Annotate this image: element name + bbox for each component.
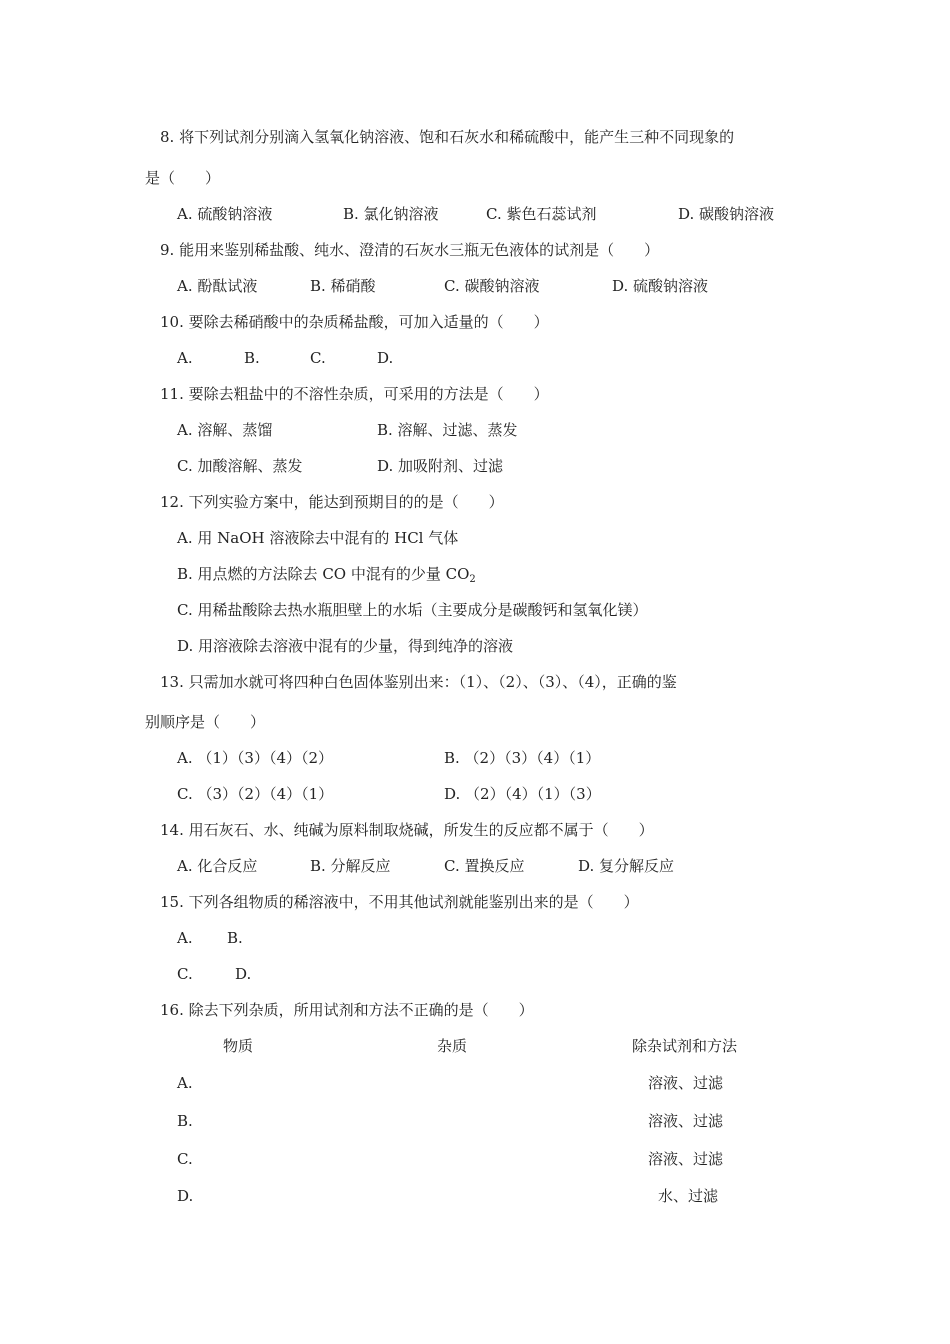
q16-row-d-method: 水、过滤 — [658, 1187, 719, 1205]
q15-option-a: A. — [177, 929, 193, 947]
q16-row-c-label: C. — [177, 1150, 193, 1168]
q16-row-a-method: 溶液、过滤 — [648, 1074, 724, 1092]
q16-header-substance: 物质 — [223, 1037, 254, 1055]
q13-option-c: C. （3）（2）（4）（1） — [177, 785, 334, 803]
q10-option-d: D. — [377, 349, 394, 367]
q13-option-a: A. （1）（3）（4）（2） — [177, 749, 334, 767]
q16-row-c-method: 溶液、过滤 — [648, 1150, 724, 1168]
q16-header-method: 除杂试剂和方法 — [632, 1037, 738, 1055]
q12-option-b-text: B. 用点燃的方法除去 CO 中混有的少量 CO — [177, 565, 470, 583]
q9-option-d: D. 硫酸钠溶液 — [612, 277, 709, 295]
q12-option-d: D. 用溶液除去溶液中混有的少量，得到纯净的溶液 — [177, 637, 514, 655]
q11-option-c: C. 加酸溶解、蒸发 — [177, 457, 303, 475]
q15-option-d: D. — [235, 965, 252, 983]
q8-option-b: B. 氯化钠溶液 — [343, 205, 439, 223]
q15-stem: 15. 下列各组物质的稀溶液中，不用其他试剂就能鉴别出来的是（ ） — [160, 893, 639, 911]
q14-option-d: D. 复分解反应 — [578, 857, 675, 875]
q10-option-b: B. — [244, 349, 260, 367]
q14-option-b: B. 分解反应 — [310, 857, 391, 875]
q11-option-d: D. 加吸附剂、过滤 — [377, 457, 504, 475]
q12-option-a: A. 用 NaOH 溶液除去中混有的 HCl 气体 — [177, 529, 459, 547]
q15-option-b: B. — [227, 929, 243, 947]
q8-stem-line1: 8. 将下列试剂分别滴入氢氧化钠溶液、饱和石灰水和稀硫酸中，能产生三种不同现象的 — [160, 128, 735, 146]
q9-stem: 9. 能用来鉴别稀盐酸、纯水、澄清的石灰水三瓶无色液体的试剂是（ ） — [160, 241, 660, 259]
q8-option-c: C. 紫色石蕊试剂 — [486, 205, 597, 223]
q16-header-impurity: 杂质 — [437, 1037, 468, 1055]
q14-option-a: A. 化合反应 — [177, 857, 258, 875]
q12-stem: 12. 下列实验方案中，能达到预期目的的是（ ） — [160, 493, 504, 511]
q11-stem: 11. 要除去粗盐中的不溶性杂质，可采用的方法是（ ） — [160, 385, 549, 403]
q12-option-c: C. 用稀盐酸除去热水瓶胆壁上的水垢（主要成分是碳酸钙和氢氧化镁） — [177, 601, 648, 619]
q16-row-d-label: D. — [177, 1187, 194, 1205]
q13-stem-line1: 13. 只需加水就可将四种白色固体鉴别出来：（1）、（2）、（3）、（4），正确的鉴 — [160, 673, 677, 691]
q10-stem: 10. 要除去稀硝酸中的杂质稀盐酸，可加入适量的（ ） — [160, 313, 549, 331]
q16-row-b-label: B. — [177, 1112, 193, 1130]
q15-option-c: C. — [177, 965, 193, 983]
q13-stem-line2: 别顺序是（ ） — [145, 713, 266, 731]
q16-row-a-label: A. — [177, 1074, 193, 1092]
q12-option-b — [177, 564, 476, 584]
q14-option-c: C. 置换反应 — [444, 857, 525, 875]
q11-option-a: A. 溶解、蒸馏 — [177, 421, 273, 439]
q8-option-a: A. 硫酸钠溶液 — [177, 205, 273, 223]
q14-stem: 14. 用石灰石、水、纯碱为原料制取烧碱，所发生的反应都不属于（ ） — [160, 821, 654, 839]
q9-option-a: A. 酚酞试液 — [177, 277, 258, 295]
q16-row-b-method: 溶液、过滤 — [648, 1112, 724, 1130]
q12-option-b-subscript: 2 — [469, 574, 476, 585]
q13-option-d: D. （2）（4）（1）（3） — [444, 785, 601, 803]
q9-option-c: C. 碳酸钠溶液 — [444, 277, 540, 295]
q10-option-a: A. — [177, 349, 193, 367]
q8-stem-line2: 是（ ） — [145, 169, 221, 187]
q16-stem: 16. 除去下列杂质，所用试剂和方法不正确的是（ ） — [160, 1001, 534, 1019]
q8-option-d: D. 碳酸钠溶液 — [678, 205, 775, 223]
q11-option-b: B. 溶解、过滤、蒸发 — [377, 421, 518, 439]
q10-option-c: C. — [310, 349, 326, 367]
q13-option-b: B. （2）（3）（4）（1） — [444, 749, 601, 767]
q9-option-b: B. 稀硝酸 — [310, 277, 376, 295]
